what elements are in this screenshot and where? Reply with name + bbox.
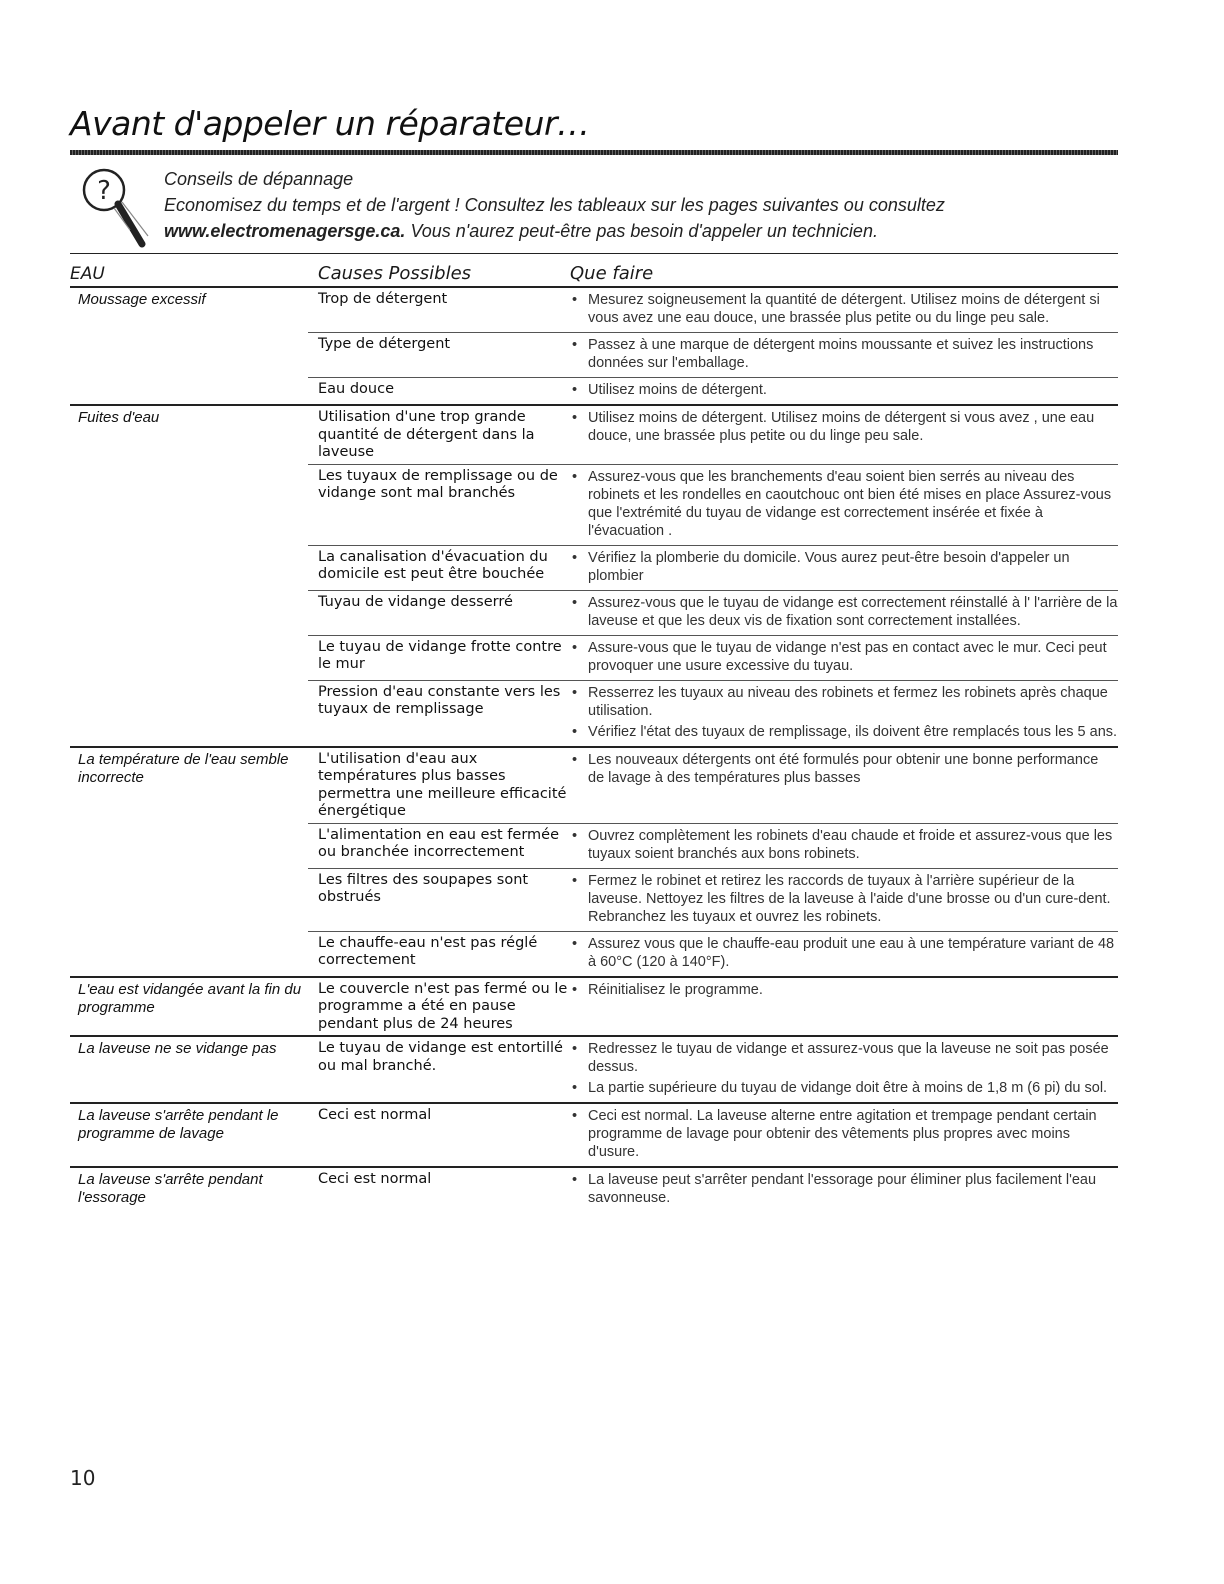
table-row (70, 405, 1118, 464)
problem-cell: La température de l'eau semble incorrecte (70, 747, 308, 824)
action-item: • La laveuse peut s'arrêter pendant l'essorage pour éliminer plus facilement l'eau savonneuse. (570, 1171, 1118, 1207)
table-row (70, 333, 1118, 378)
action-item: • Vérifiez la plomberie du domicile. Vous aurez peut-être besoin d'appeler un plombier (570, 549, 1118, 585)
actions-list (570, 381, 1118, 399)
column-header-eau: EAU (70, 256, 308, 287)
cause-cell: Trop de détergent (308, 287, 570, 333)
table-body (70, 287, 1118, 1212)
table-row (70, 977, 1118, 1037)
table-row (70, 635, 1118, 680)
action-item: • Resserrez les tuyaux au niveau des robinets et fermez les robinets après chaque utilisation. (570, 684, 1118, 720)
cause-cell: Le couvercle n'est pas fermé ou le programme a été en pause pendant plus de 24 heures (308, 977, 570, 1037)
support-url[interactable]: www.electromenagersge.ca. (164, 221, 406, 241)
problem-cell (70, 464, 308, 545)
actions-list (570, 1171, 1118, 1207)
actions-cell (570, 823, 1118, 868)
actions-cell (570, 1103, 1118, 1167)
problem-cell: Fuites d'eau (70, 405, 308, 464)
actions-cell (570, 1167, 1118, 1212)
actions-list (570, 549, 1118, 585)
action-item: • Assurez vous que le chauffe-eau produit une eau à une température variant de 48 à 60°C (120 à 140°F). (570, 935, 1118, 971)
cause-cell: Type de détergent (308, 333, 570, 378)
title-divider (70, 150, 1118, 155)
action-item: • Ceci est normal. La laveuse alterne entre agitation et trempage pendant certain programme de lavage pour obtenir des vêtements plus propres avec moins d'usure. (570, 1107, 1118, 1161)
table-row (70, 378, 1118, 406)
table-row (70, 680, 1118, 747)
actions-list (570, 684, 1118, 741)
actions-cell (570, 333, 1118, 378)
problem-cell (70, 635, 308, 680)
action-item: • Utilisez moins de détergent. (570, 381, 1118, 399)
question-magnifier-icon (78, 166, 152, 252)
actions-list (570, 981, 1118, 999)
cause-cell: Tuyau de vidange desserré (308, 590, 570, 635)
troubleshooting-tips (164, 166, 1104, 244)
cause-cell: Utilisation d'une trop grande quantité de détergent dans la laveuse (308, 405, 570, 464)
problem-cell (70, 378, 308, 406)
table-row (70, 1103, 1118, 1167)
tips-line-2 (164, 218, 1104, 244)
table-row (70, 590, 1118, 635)
table-row (70, 545, 1118, 590)
table-row (70, 868, 1118, 931)
actions-cell (570, 405, 1118, 464)
actions-list (570, 594, 1118, 630)
actions-list (570, 872, 1118, 926)
action-item: • Redressez le tuyau de vidange et assurez-vous que la laveuse ne soit pas posée dessus. (570, 1040, 1118, 1076)
table-row (70, 464, 1118, 545)
action-item: • Ouvrez complètement les robinets d'eau chaude et froide et assurez-vous que les tuyaux soient branchés aux bons robinets. (570, 827, 1118, 863)
actions-list (570, 935, 1118, 971)
action-item: • Réinitialisez le programme. (570, 981, 1118, 999)
problem-cell: La laveuse s'arrête pendant l'essorage (70, 1167, 308, 1212)
problem-cell (70, 868, 308, 931)
actions-list (570, 639, 1118, 675)
cause-cell: Le tuyau de vidange frotte contre le mur (308, 635, 570, 680)
problem-cell (70, 333, 308, 378)
actions-cell (570, 747, 1118, 824)
table-row (70, 1036, 1118, 1103)
table-row (70, 747, 1118, 824)
table-top-rule (70, 253, 1118, 254)
column-header-causes: Causes Possibles (308, 256, 570, 287)
cause-cell: Les tuyaux de remplissage ou de vidange sont mal branchés (308, 464, 570, 545)
actions-cell (570, 1036, 1118, 1103)
actions-cell (570, 287, 1118, 333)
actions-list (570, 1107, 1118, 1161)
problem-cell (70, 680, 308, 747)
action-item: • Passez à une marque de détergent moins moussante et suivez les instructions données sur l'emballage. (570, 336, 1118, 372)
actions-list (570, 409, 1118, 445)
troubleshooting-table (70, 256, 1118, 1212)
action-item: • Assure-vous que le tuyau de vidange n'est pas en contact avec le mur. Ceci peut provoquer une usure excessive du tuyau. (570, 639, 1118, 675)
actions-list (570, 336, 1118, 372)
page-number: 10 (70, 1466, 96, 1490)
table-row (70, 823, 1118, 868)
table-row (70, 287, 1118, 333)
action-item: • Vérifiez l'état des tuyaux de remplissage, ils doivent être remplacés tous les 5 ans. (570, 723, 1118, 741)
actions-list (570, 827, 1118, 863)
problem-cell (70, 590, 308, 635)
problem-cell (70, 931, 308, 977)
action-item: • La partie supérieure du tuyau de vidange doit être à moins de 1,8 m (6 pi) du sol. (570, 1079, 1118, 1097)
column-header-que-faire: Que faire (570, 256, 1118, 287)
action-item: • Assurez-vous que les branchements d'eau soient bien serrés au niveau des robinets et les rondelles en caoutchouc ont bien été mises en place Assurez-vous que l'extrémité du tuyau de vidange est correctement insérée et fixée à l'évacuation . (570, 468, 1118, 540)
svg-text:?: ? (97, 176, 111, 206)
problem-cell: L'eau est vidangée avant la fin du programme (70, 977, 308, 1037)
actions-cell (570, 680, 1118, 747)
tips-line-2-rest: Vous n'aurez peut-être pas besoin d'appeler un technicien. (405, 221, 878, 241)
actions-cell (570, 635, 1118, 680)
actions-list (570, 291, 1118, 327)
table-row (70, 1167, 1118, 1212)
actions-cell (570, 590, 1118, 635)
action-item: • Les nouveaux détergents ont été formulés pour obtenir une bonne performance de lavage à des températures plus basses (570, 751, 1118, 787)
cause-cell: Les filtres des soupapes sont obstrués (308, 868, 570, 931)
table-header-row (70, 256, 1118, 287)
actions-cell (570, 545, 1118, 590)
cause-cell: Le chauffe-eau n'est pas réglé correctement (308, 931, 570, 977)
problem-cell: La laveuse s'arrête pendant le programme de lavage (70, 1103, 308, 1167)
actions-cell (570, 868, 1118, 931)
cause-cell: Ceci est normal (308, 1167, 570, 1212)
page-title: Avant d'appeler un réparateur… (70, 104, 590, 143)
problem-cell (70, 545, 308, 590)
actions-list (570, 468, 1118, 540)
actions-cell (570, 931, 1118, 977)
tips-line-1: Economisez du temps et de l'argent ! Consultez les tableaux sur les pages suivantes ou consultez (164, 195, 945, 215)
cause-cell: Le tuyau de vidange est entortillé ou mal branché. (308, 1036, 570, 1103)
actions-cell (570, 464, 1118, 545)
actions-cell (570, 977, 1118, 1037)
cause-cell: La canalisation d'évacuation du domicile est peut être bouchée (308, 545, 570, 590)
cause-cell: Eau douce (308, 378, 570, 406)
action-item: • Assurez-vous que le tuyau de vidange est correctement réinstallé à l' l'arrière de la laveuse et que les deux vis de fixation sont correctement installées. (570, 594, 1118, 630)
table-row (70, 931, 1118, 977)
actions-cell (570, 378, 1118, 406)
action-item: • Fermez le robinet et retirez les raccords de tuyaux à l'arrière supérieur de la laveuse. Nettoyez les filtres de la laveuse à l'aide d'une brosse ou d'un cure-dent. Rebranchez les tuyaux et ouvrez les robinets. (570, 872, 1118, 926)
problem-cell: Moussage excessif (70, 287, 308, 333)
cause-cell: Ceci est normal (308, 1103, 570, 1167)
cause-cell: Pression d'eau constante vers les tuyaux de remplissage (308, 680, 570, 747)
action-item: • Utilisez moins de détergent. Utilisez moins de détergent si vous avez , une eau douce, une brassée plus petite ou du linge peu sale. (570, 409, 1118, 445)
actions-list (570, 751, 1118, 787)
actions-list (570, 1040, 1118, 1097)
cause-cell: L'alimentation en eau est fermée ou branchée incorrectement (308, 823, 570, 868)
action-item: • Mesurez soigneusement la quantité de détergent. Utilisez moins de détergent si vous avez une eau douce, une brassée plus petite ou du linge peu sale. (570, 291, 1118, 327)
cause-cell: L'utilisation d'eau aux températures plus basses permettra une meilleure efficacité énergétique (308, 747, 570, 824)
problem-cell (70, 823, 308, 868)
problem-cell: La laveuse ne se vidange pas (70, 1036, 308, 1103)
tips-heading: Conseils de dépannage (164, 169, 354, 189)
